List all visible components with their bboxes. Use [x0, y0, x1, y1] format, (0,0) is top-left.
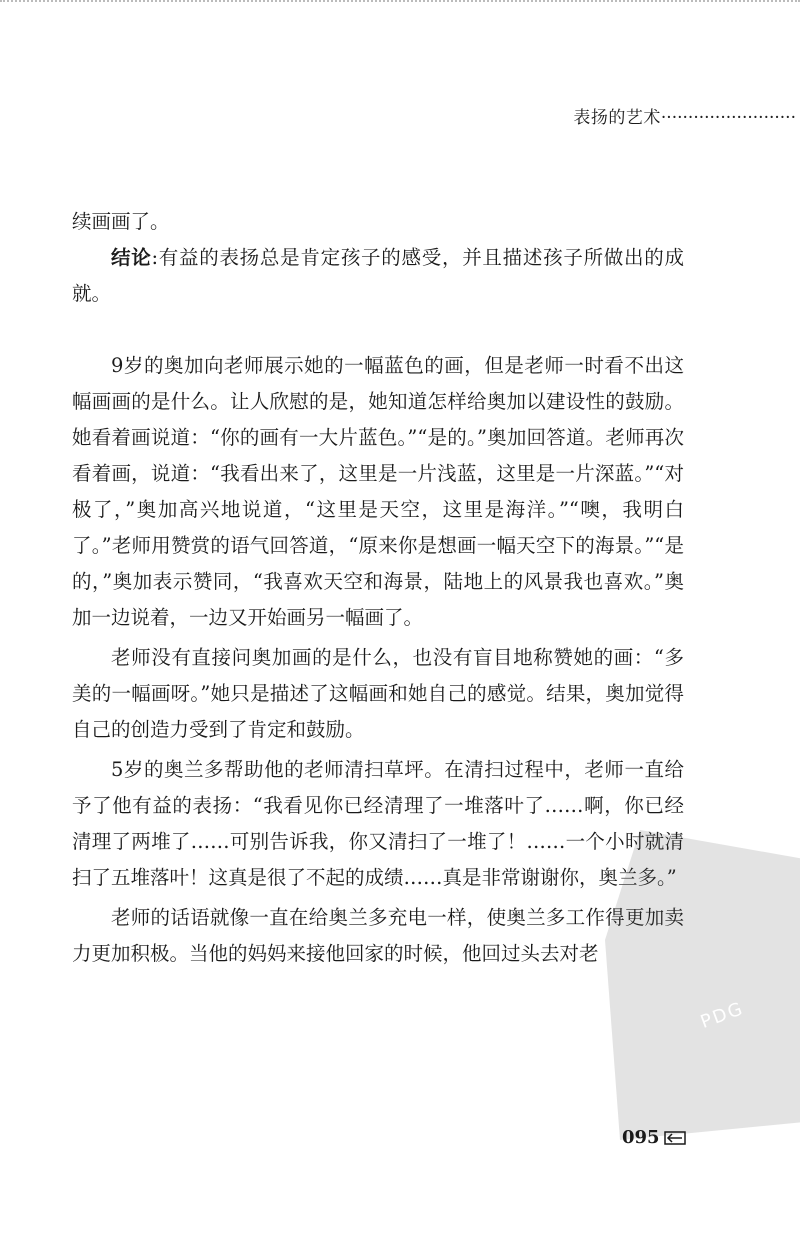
paragraph-1: 续画画了。	[72, 210, 170, 233]
top-edge-rule	[0, 0, 800, 8]
page-number: 095	[622, 1127, 660, 1148]
watermark-text: PDG	[697, 997, 747, 1034]
page-arrow-icon	[664, 1131, 686, 1145]
paragraph-3: 9岁的奥加向老师展示她的一幅蓝色的画，但是老师一时看不出这幅画画的是什么。让人欣慰的是，她知道怎样给奥加以建设性的鼓励。她看着画说道：“你的画有一大片蓝色。”“是的。”奥加回答道。老师再次看着画，说道：“我看出来了，这里是一片浅蓝，这里是一片深蓝。”“对极了，”奥加高兴地说道，“这里是天空，这里是海洋。”“噢，我明白了。”老师用赞赏的语气回答道，“原来你是想画一幅天空下的海景。”“是的，”奥加表示赞同，“我喜欢天空和海景，陆地上的风景我也喜欢。”奥加一边说着，一边又开始画另一幅画了。	[72, 354, 684, 629]
header-leader-dots: ·························	[660, 108, 796, 128]
conclusion-text: :有益的表扬总是肯定孩子的感受，并且描述孩子所做出的成就。	[72, 246, 684, 305]
body-text	[72, 204, 684, 972]
running-header	[573, 103, 796, 128]
conclusion-label: 结论	[111, 246, 152, 269]
paragraph-4: 老师没有直接问奥加画的是什么，也没有盲目地称赞她的画：“多美的一幅画呀。”她只是描述了这幅画和她自己的感觉。结果，奥加觉得自己的创造力受到了肯定和鼓励。	[72, 646, 684, 741]
chapter-title: 表扬的艺术	[573, 108, 661, 128]
page-footer	[622, 1127, 686, 1148]
section-gap	[72, 312, 684, 348]
paragraph-5: 5岁的奥兰多帮助他的老师清扫草坪。在清扫过程中，老师一直给予了他有益的表扬：“我看见你已经清理了一堆落叶了……啊，你已经清理了两堆了……可别告诉我，你又清扫了一堆了！……一个小时就清扫了五堆落叶！这真是很了不起的成绩……真是非常谢谢你，奥兰多。”	[72, 758, 684, 889]
paragraph-conclusion	[72, 240, 684, 312]
paragraph-6: 老师的话语就像一直在给奥兰多充电一样，使奥兰多工作得更加卖力更加积极。当他的妈妈来接他回家的时候，他回过头去对老	[72, 906, 684, 965]
